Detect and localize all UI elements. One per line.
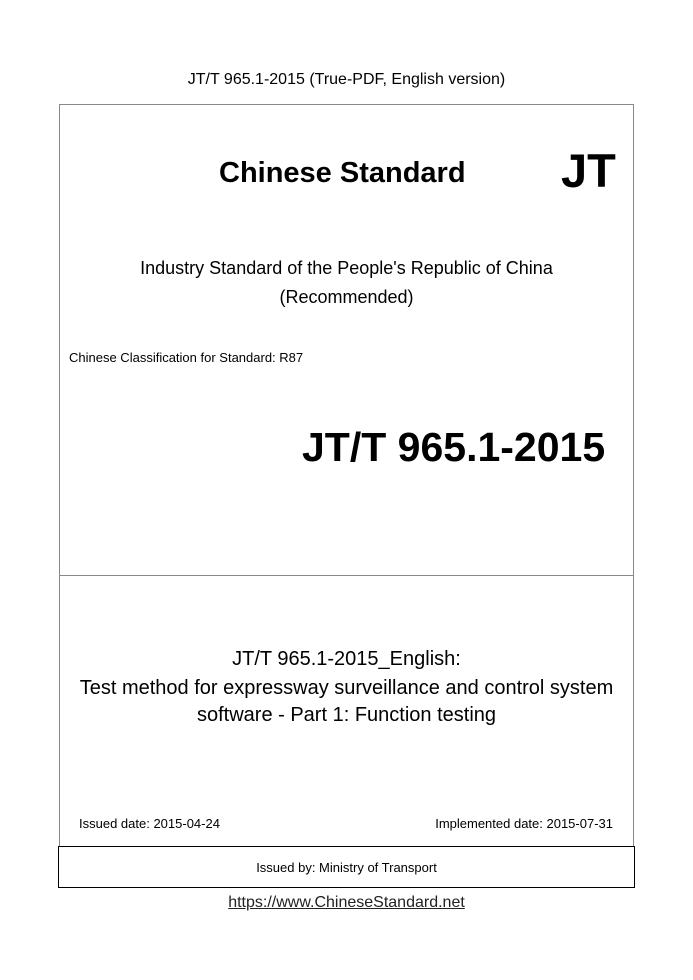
standard-number: JT/T 965.1-2015: [302, 424, 606, 470]
website-link[interactable]: https://www.ChineseStandard.net: [228, 894, 465, 911]
classification-text: Chinese Classification for Standard: R87: [69, 350, 304, 365]
section-divider: [59, 575, 634, 576]
page-header: JT/T 965.1-2015 (True-PDF, English version): [187, 71, 506, 88]
standard-mark: JT: [561, 144, 616, 197]
industry-standard-line: Industry Standard of the People's Republic of China: [140, 258, 553, 278]
cover-title: Chinese Standard: [219, 157, 466, 189]
issued-date: Issued date: 2015-04-24: [79, 816, 220, 831]
document-title-line-3: software - Part 1: Function testing: [196, 704, 497, 726]
implemented-date: Implemented date: 2015-07-31: [435, 816, 613, 831]
document-title-line-1: JT/T 965.1-2015_English:: [232, 648, 461, 670]
cover-frame: [59, 104, 634, 886]
issued-by: Issued by: Ministry of Transport: [256, 860, 437, 875]
recommended-line: (Recommended): [279, 287, 414, 307]
document-title-line-2: Test method for expressway surveillance and control system: [79, 677, 614, 699]
